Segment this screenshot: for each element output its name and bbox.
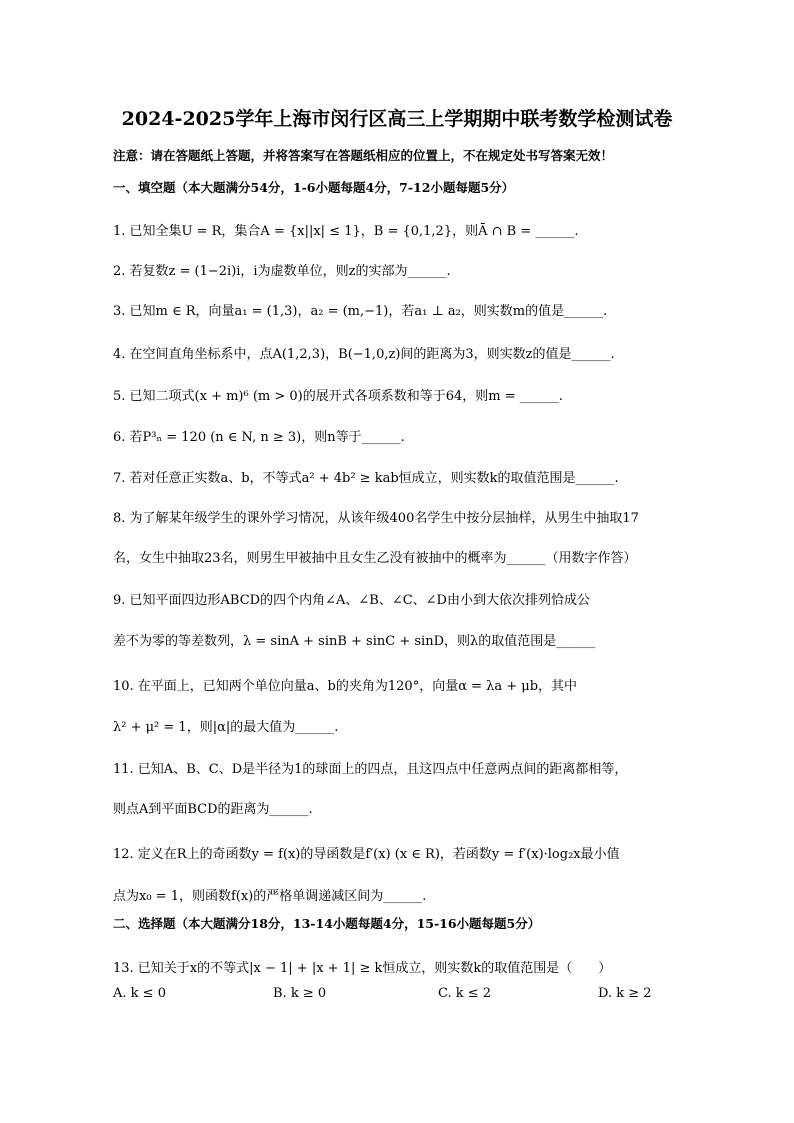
question-13: 13. 已知关于x的不等式|x − 1| + |x + 1| ≥ k恒成立，则实数k的取值范围是（ ） — [113, 961, 612, 976]
question-2: 2. 若复数z = (1−2i)i，i为虚数单位，则z的实部为______. — [113, 264, 451, 279]
question-7: 7. 若对任意正实数a、b，不等式a² + 4b² ≥ kab恒成立，则实数k的取值范围是______. — [113, 471, 619, 486]
question-12-line-1: 12. 定义在R上的奇函数y = f(x)的导函数是f′(x) (x ∈ R)，若函数y = f′(x)·log₂x最小值 — [113, 847, 620, 862]
question-11-line-2: 则点A到平面BCD的距离为______. — [113, 802, 313, 817]
option-c: C. k ≤ 2 — [438, 986, 492, 1001]
question-9-line-1: 9. 已知平面四边形ABCD的四个内角∠A、∠B、∠C、∠D由小到大依次排列恰成公 — [113, 593, 590, 608]
exam-title: 2024-2025学年上海市闵行区高三上学期期中联考数学检测试卷 — [121, 108, 673, 130]
question-10-line-1: 10. 在平面上，已知两个单位向量a、b的夹角为120°，向量α = λa + μb，其中 — [113, 679, 578, 694]
question-4: 4. 在空间直角坐标系中，点A(1,2,3)，B(−1,0,z)间的距离为3，则实数z的值是______. — [113, 347, 615, 362]
exam-notice: 注意：请在答题纸上答题，并将答案写在答题纸相应的位置上，不在规定处书写答案无效！ — [113, 148, 614, 163]
question-10-line-2: λ² + μ² = 1，则|α|的最大值为______. — [113, 720, 339, 735]
question-8-line-1: 8. 为了解某年级学生的课外学习情况，从该年级400名学生中按分层抽样，从男生中抽取17 — [113, 511, 639, 526]
question-6: 6. 若P³ₙ = 120 (n ∈ N, n ≥ 3)，则n等于______. — [113, 430, 405, 445]
option-a: A. k ≤ 0 — [113, 986, 166, 1001]
option-b: B. k ≥ 0 — [273, 986, 327, 1001]
question-8-line-2: 名，女生中抽取23名，则男生甲被抽中且女生乙没有被抽中的概率为______（用数字作答） — [113, 551, 637, 566]
question-9-line-2: 差不为零的等差数列，λ = sinA + sinB + sinC + sinD，则λ的取值范围是______ — [113, 634, 596, 649]
question-12-line-2: 点为x₀ = 1，则函数f(x)的严格单调递减区间为______. — [113, 889, 427, 904]
question-1: 1. 已知全集U = R，集合A = {x||x| ≤ 1}，B = {0,1,2}，则Ā ∩ B = ______. — [113, 224, 579, 239]
option-d: D. k ≥ 2 — [598, 986, 652, 1001]
question-11-line-1: 11. 已知A、B、C、D是半径为1的球面上的四点，且这四点中任意两点间的距离都相等， — [113, 762, 628, 777]
question-3: 3. 已知m ∈ R，向量a₁ = (1,3)，a₂ = (m,−1)，若a₁ ⊥ a₂，则实数m的值是______. — [113, 304, 608, 319]
section-choice: 二、选择题（本大题满分18分，13-14小题每题4分，15-16小题每题5分） — [113, 916, 541, 931]
question-5: 5. 已知二项式(x + m)⁶ (m > 0)的展开式各项系数和等于64，则m = ______. — [113, 389, 563, 404]
section-fill-in: 一、填空题（本大题满分54分，1-6小题每题4分，7-12小题每题5分） — [113, 180, 515, 195]
